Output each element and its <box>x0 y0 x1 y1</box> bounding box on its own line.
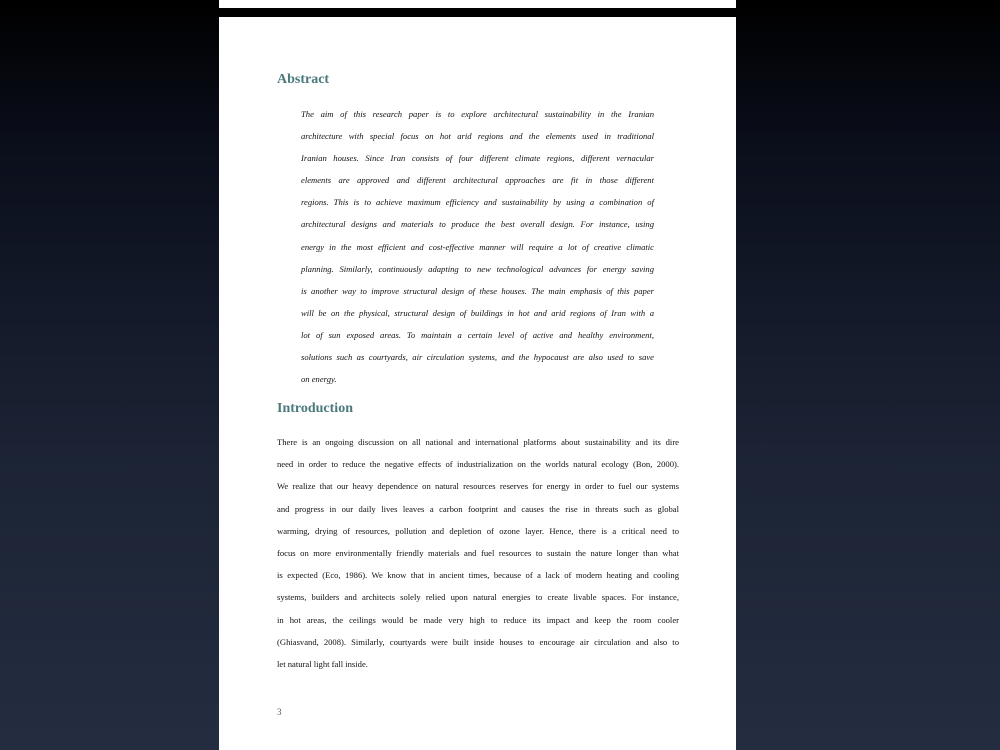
introduction-line: We realize that our heavy dependence on natural resources reserves for energy in order to fuel our systems <box>277 481 679 492</box>
introduction-line: focus on more environmentally friendly materials and fuel resources to sustain the nature longer than what <box>277 547 679 558</box>
abstract-line: solutions such as courtyards, air circulation systems, and the hypocaust are also used to save <box>301 352 654 363</box>
abstract-line: architectural designs and materials to produce the best overall design. For instance, using <box>301 219 654 230</box>
abstract-line: is another way to improve structural design of these houses. The main emphasis of this paper <box>301 285 654 296</box>
abstract-paragraph <box>301 103 654 390</box>
introduction-line: systems, builders and architects solely relied upon natural energies to create livable spaces. For instance, <box>277 592 679 603</box>
abstract-line: architecture with special focus on hot arid regions and the elements used in traditional <box>301 131 654 142</box>
introduction-line: warming, drying of resources, pollution and depletion of ozone layer. Hence, there is a critical need to <box>277 525 679 536</box>
page-number: 3 <box>277 707 282 717</box>
abstract-line: The aim of this research paper is to explore architectural sustainability in the Iranian <box>301 109 654 119</box>
abstract-heading: Abstract <box>277 72 330 87</box>
abstract-line: lot of sun exposed areas. To maintain a certain level of active and healthy environment, <box>301 329 654 340</box>
abstract-line: energy in the most efficient and cost-effective manner will require a lot of creative climatic <box>301 241 654 252</box>
abstract-line: will be on the physical, structural design of buildings in hot and arid regions of Iran with a <box>301 307 654 318</box>
introduction-line: and progress in our daily lives leaves a carbon footprint and causes the rise in threats such as global <box>277 503 679 514</box>
abstract-line: planning. Similarly, continuously adapting to new technological advances for energy saving <box>301 263 654 274</box>
document-page <box>219 17 736 750</box>
abstract-line: elements are approved and different architectural approaches are fit in those different <box>301 175 654 186</box>
introduction-line: (Ghiasvand, 2008). Similarly, courtyards were built inside houses to encourage air circulation and also to <box>277 636 679 647</box>
introduction-line: in hot areas, the ceilings would be made very high to reduce its impact and keep the room cooler <box>277 614 679 625</box>
abstract-line: on energy. <box>301 374 337 385</box>
introduction-line: let natural light fall inside. <box>277 658 368 669</box>
abstract-line: Iranian houses. Since Iran consists of four different climate regions, different vernacular <box>301 153 654 164</box>
abstract-line: regions. This is to achieve maximum efficiency and sustainability by using a combination of <box>301 197 654 208</box>
previous-page-edge <box>219 0 736 8</box>
introduction-paragraph <box>277 431 679 675</box>
introduction-heading: Introduction <box>277 401 353 416</box>
introduction-line: is expected (Eco, 1986). We know that in ancient times, because of a lack of modern heating and cooling <box>277 570 679 581</box>
introduction-line: There is an ongoing discussion on all national and international platforms about sustainability and its dire <box>277 437 679 447</box>
introduction-line: need in order to reduce the negative effects of industrialization on the worlds natural ecology (Bon, 2000). <box>277 459 679 470</box>
